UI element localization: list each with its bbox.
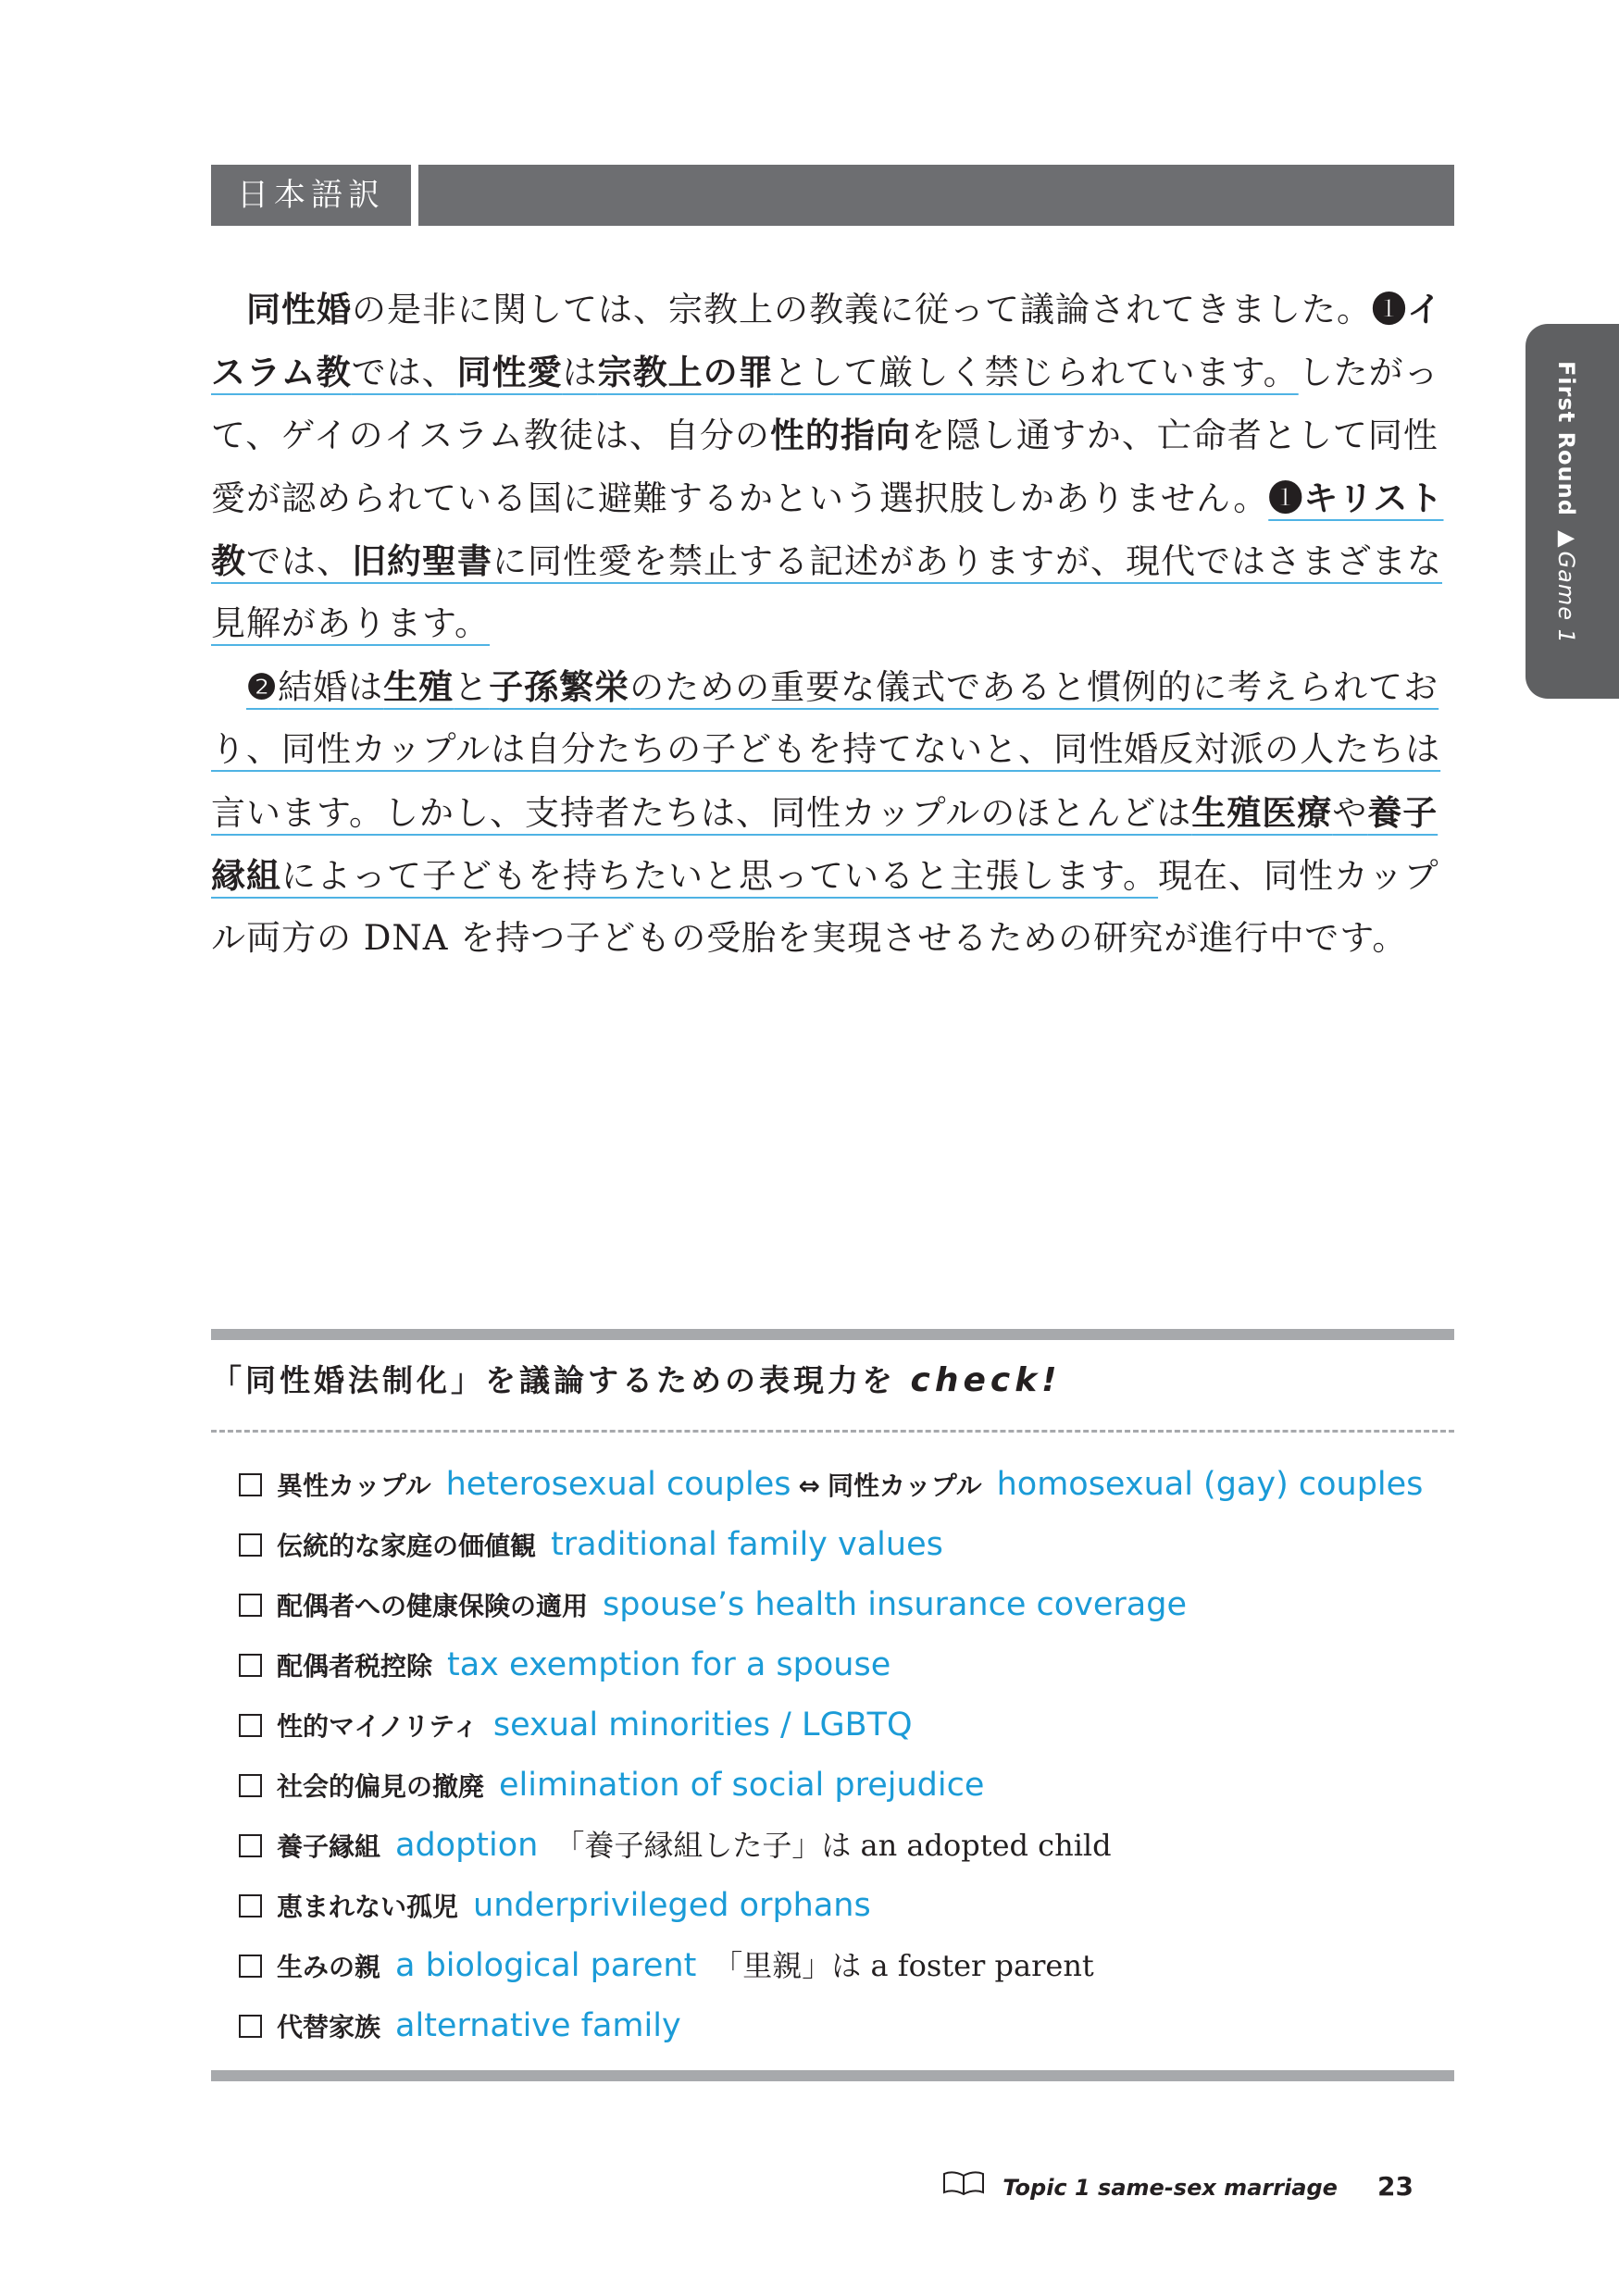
vocab-en: tax exemption for a spouse: [447, 1646, 891, 1683]
vocab-item: [239, 1635, 1442, 1695]
side-tab: [1526, 324, 1619, 699]
body-segment: 宗教上の罪: [597, 352, 774, 392]
page-number: 23: [1377, 2171, 1414, 2202]
body-segment: 子孫繁栄: [489, 666, 630, 707]
body-segment: の是非に関しては、宗教上の教義に従って議論されてきました。: [352, 290, 1372, 329]
vocab-jp: 社会的偏見の撤廃: [277, 1771, 485, 1802]
book-icon: [942, 2168, 985, 2215]
vocab-jp: 伝統的な家庭の価値観: [277, 1531, 537, 1561]
body-segment: ル両方の DNA を持つ子どもの受胎を実現させるための研究が進行中です。: [211, 918, 1408, 958]
vocab-jp: 養子縁組: [277, 1831, 381, 1862]
body-segment: として厳しく禁じられています。: [773, 353, 1299, 392]
vocab-item: [239, 1876, 1442, 1936]
body-line: [211, 592, 1456, 655]
body-segment: 旧約聖書: [352, 540, 492, 581]
vocab-item: [239, 1515, 1442, 1575]
body-segment: ❶キリスト: [1268, 478, 1444, 518]
body-segment: [211, 667, 246, 707]
body-segment: 養子: [1367, 792, 1438, 833]
check-title: [211, 1353, 1062, 1409]
section-header: [211, 165, 1454, 226]
vocab-item: [239, 1695, 1442, 1756]
vocab-item: [239, 1996, 1442, 2056]
vocab-item: [239, 1936, 1442, 1996]
body-line: [211, 466, 1456, 529]
body-segment: を隠し通すか、亡命者として同性: [910, 416, 1438, 455]
body-segment: 縁組: [211, 855, 281, 896]
body-segment: 同性愛: [456, 352, 563, 392]
body-segment: 生殖: [383, 666, 455, 707]
body-segment: 生殖医療: [1191, 792, 1333, 833]
vocab-list: [239, 1455, 1442, 2056]
round-label: First Round: [1553, 361, 1579, 516]
body-segment: 同性婚: [246, 289, 352, 329]
vocab-jp: 配偶者税控除: [277, 1651, 433, 1682]
checkbox-icon: [239, 1473, 262, 1496]
page-footer: [942, 2164, 1414, 2210]
body-segment: て、ゲイのイスラム教徒は、自分の: [211, 416, 770, 455]
body-line: [211, 529, 1456, 592]
body-line: [211, 844, 1456, 907]
vocab-note: 「里親」は a foster parent: [713, 1948, 1094, 1983]
check-bottom-rule: [211, 2070, 1454, 2081]
body-segment: と: [454, 667, 490, 707]
body-segment: は: [562, 353, 598, 392]
vocab-en: underprivileged orphans: [473, 1887, 871, 1924]
vocab-en: a biological parent: [395, 1947, 697, 1984]
body-segment: スラム教: [211, 352, 352, 392]
body-segment: 見解があります。: [211, 603, 491, 643]
vocab-jp: 生みの親: [277, 1952, 381, 1982]
section-label: 日本語訳: [211, 165, 411, 226]
vocab-jp-2: 同性カップル: [827, 1471, 982, 1501]
body-line: [211, 655, 1456, 718]
checkbox-icon: [239, 1533, 262, 1557]
vocab-jp: 恵まれない孤児: [277, 1892, 459, 1922]
vocab-jp: 配偶者への健康保険の適用: [277, 1591, 589, 1621]
body-segment: 教: [211, 540, 246, 581]
body-segment: では、: [351, 353, 457, 392]
vocab-en: traditional family values: [551, 1526, 943, 1563]
vocab-en: sexual minorities / LGBTQ: [492, 1706, 913, 1744]
body-line: [211, 718, 1456, 781]
checkbox-icon: [239, 2015, 262, 2038]
vocab-en: elimination of social prejudice: [499, 1767, 985, 1804]
check-top-rule: [211, 1329, 1454, 1340]
checkbox-icon: [239, 1955, 262, 1978]
header-divider: [411, 165, 418, 226]
vocab-item: [239, 1455, 1442, 1515]
vocab-note: 「養子縁組した子」は an adopted child: [554, 1828, 1112, 1863]
dashed-divider: [211, 1430, 1454, 1433]
body-segment: り、同性カップルは自分たちの子どもを持てないと、同性婚反対派の人たちは: [211, 729, 1441, 769]
body-line: [211, 278, 1456, 341]
vocab-en: spouse’s health insurance coverage: [603, 1586, 1187, 1623]
translation-body: [211, 278, 1456, 970]
body-segment: では、: [246, 541, 352, 581]
vocab-en: heterosexual couples: [445, 1466, 791, 1503]
side-tab-text: [1553, 361, 1579, 644]
checkbox-icon: [239, 1654, 262, 1677]
vocab-jp: 異性カップル: [277, 1471, 431, 1501]
checkbox-icon: [239, 1774, 262, 1797]
body-segment: 言います。しかし、支持者たちは、同性カップルのほとんどは: [211, 793, 1192, 833]
body-segment: ❶イ: [1372, 289, 1442, 329]
vocab-jp: 性的マイノリティ: [277, 1711, 479, 1742]
vocab-item: [239, 1756, 1442, 1816]
triangle-icon: ▶: [1553, 515, 1579, 552]
body-line: [211, 341, 1456, 403]
header-bar: [418, 165, 1454, 226]
vocab-en: alternative family: [395, 2007, 681, 2044]
body-segment: 結婚は: [278, 667, 384, 707]
checkbox-icon: [239, 1714, 262, 1737]
vocab-jp: 代替家族: [277, 2012, 381, 2042]
vocab-en: adoption: [395, 1827, 539, 1864]
body-segment: ❷: [246, 666, 279, 707]
body-segment: のための重要な儀式であると慣例的に考えられてお: [629, 667, 1439, 707]
body-segment: に同性愛を禁止する記述がありますが、現代ではさまざまな: [492, 541, 1442, 581]
body-segment: したがっ: [1298, 353, 1439, 392]
check-title-en: check!: [910, 1361, 1062, 1399]
double-arrow-icon: ⇔: [798, 1471, 820, 1501]
check-title-jp: 「同性婚法制化」を議論するための表現力を: [211, 1362, 896, 1398]
body-segment: 愛が認められている国に避難するかという選択肢しかありません。: [211, 478, 1269, 518]
body-line: [211, 403, 1456, 466]
body-segment: 現在、同性カップ: [1158, 856, 1439, 896]
vocab-en-2: homosexual (gay) couples: [996, 1466, 1424, 1503]
game-label: Game 1: [1553, 551, 1579, 644]
body-line: [211, 781, 1456, 844]
checkbox-icon: [239, 1594, 262, 1617]
checkbox-icon: [239, 1834, 262, 1857]
body-segment: や: [1332, 793, 1368, 833]
body-line: [211, 907, 1456, 970]
vocab-item: [239, 1816, 1442, 1876]
body-segment: [211, 290, 246, 329]
footer-topic: Topic 1 same-sex marriage: [1003, 2175, 1338, 2201]
checkbox-icon: [239, 1894, 262, 1917]
body-segment: によって子どもを持ちたいと思っていると主張します。: [281, 856, 1159, 896]
body-segment: 性的指向: [769, 415, 911, 455]
vocab-item: [239, 1575, 1442, 1635]
